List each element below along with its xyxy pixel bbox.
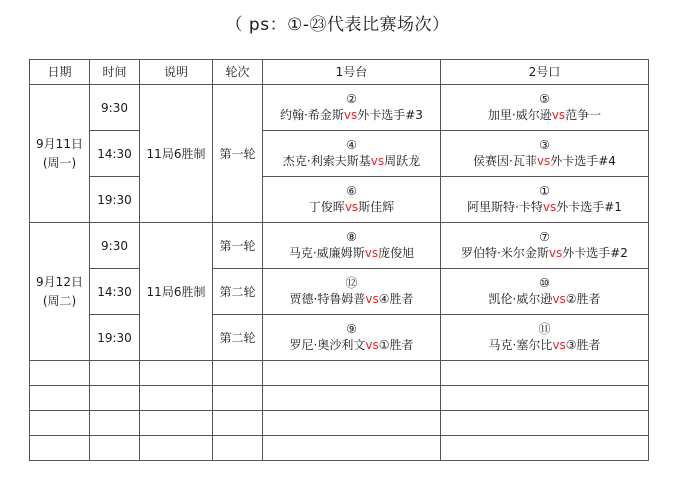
table2-match [441,85,649,131]
empty-row [30,361,649,386]
time-cell: 9:30 [90,223,140,269]
weekday-label: (周一) [42,155,77,170]
match-row [30,177,649,223]
player-1: 加里·威尔逊 [487,108,552,122]
empty-cell [441,386,649,411]
match-row [30,223,649,269]
player-2: ②胜者 [565,292,601,306]
vs-label: vs [552,292,566,306]
player-1: 侯赛因·瓦菲 [473,154,537,168]
header-row [30,60,649,85]
player-2: 外卡选手#4 [550,154,616,168]
player-1: 罗伯特·米尔金斯 [461,246,549,260]
empty-cell [90,361,140,386]
time-cell: 9:30 [90,85,140,131]
empty-cell [30,436,90,461]
player-1: 马克·威廉姆斯 [288,246,365,260]
round-cell: 第二轮 [213,315,263,361]
player-1: 杰克·利索夫斯基 [282,154,371,168]
table2-match [441,269,649,315]
player-2: ①胜者 [378,338,414,352]
vs-label: vs [548,246,563,260]
empty-cell [263,436,441,461]
vs-label: vs [536,154,551,168]
format-note: 11局6胜制 [140,85,213,223]
vs-label: vs [344,200,359,214]
time-cell: 19:30 [90,315,140,361]
vs-label: vs [542,200,557,214]
match-number: ⑩ [539,276,550,290]
empty-cell [441,361,649,386]
format-note: 11局6胜制 [140,223,213,361]
empty-cell [441,436,649,461]
empty-cell [30,361,90,386]
match-row [30,269,649,315]
table2-match [441,315,649,361]
player-2: 庞俊旭 [378,246,415,260]
vs-label: vs [370,154,385,168]
player-1: 贾德·特鲁姆普 [289,292,366,306]
empty-cell [140,386,213,411]
empty-cell [213,411,263,436]
empty-cell [213,361,263,386]
vs-label: vs [343,108,358,122]
schedule-table [29,59,649,461]
empty-cell [90,411,140,436]
match-number: ⑥ [346,184,357,198]
empty-cell [30,411,90,436]
player-2: ③胜者 [565,338,601,352]
player-1: 丁俊晖 [308,200,345,214]
player-1: 约翰·希金斯 [280,108,344,122]
table2-match [441,131,649,177]
round-cell: 第二轮 [213,269,263,315]
empty-cell [213,436,263,461]
empty-cell [90,386,140,411]
table1-match [263,131,441,177]
vs-label: vs [365,292,379,306]
table2-match [441,177,649,223]
time-cell: 19:30 [90,177,140,223]
match-number: ⑤ [539,92,550,106]
empty-cell [140,436,213,461]
player-2: 斯佳辉 [358,200,395,214]
time-cell: 14:30 [90,131,140,177]
player-1: 凯伦·威尔逊 [488,292,553,306]
header-table-2: 2号口 [441,60,649,85]
player-2: 周跃龙 [384,154,421,168]
player-1: 罗尼·奥沙利文 [289,338,366,352]
table1-match [263,85,441,131]
match-row [30,315,649,361]
weekday-label: (周二) [42,293,77,308]
match-row [30,131,649,177]
match-number: ② [346,92,357,106]
date-label: 9月12日 [36,274,83,289]
match-number: ⑫ [345,276,358,290]
empty-cell [263,411,441,436]
time-cell: 14:30 [90,269,140,315]
header-round: 轮次 [213,60,263,85]
player-1: 马克·塞尔比 [488,338,553,352]
match-number: ④ [346,138,357,152]
header-note: 说明 [140,60,213,85]
table1-match [263,269,441,315]
empty-cell [140,411,213,436]
empty-cell [213,386,263,411]
empty-cell [140,361,213,386]
date-cell [30,85,90,223]
player-2: 外卡选手#1 [556,200,622,214]
vs-label: vs [552,338,566,352]
player-1: 阿里斯特·卡特 [467,200,543,214]
empty-cell [441,411,649,436]
match-number: ⑧ [346,230,357,244]
player-2: 外卡选手#3 [357,108,423,122]
header-time: 时间 [90,60,140,85]
header-table-1: 1号台 [263,60,441,85]
match-number: ③ [539,138,550,152]
table1-match [263,223,441,269]
match-row [30,85,649,131]
empty-row [30,386,649,411]
page-title: （ ps：①-㉓代表比赛场次） [225,15,450,35]
empty-cell [263,386,441,411]
player-2: 范争一 [565,108,602,122]
match-number: ① [539,184,550,198]
table1-match [263,315,441,361]
match-number: ⑪ [538,322,551,336]
empty-cell [90,436,140,461]
empty-row [30,411,649,436]
date-label: 9月11日 [36,136,83,151]
round-cell: 第一轮 [213,223,263,269]
empty-cell [30,386,90,411]
match-number: ⑦ [539,230,550,244]
empty-row [30,436,649,461]
vs-label: vs [365,338,379,352]
header-date: 日期 [30,60,90,85]
table1-match [263,177,441,223]
date-cell [30,223,90,361]
vs-label: vs [551,108,566,122]
table2-match [441,223,649,269]
player-2: ④胜者 [378,292,414,306]
empty-cell [263,361,441,386]
match-number: ⑨ [346,322,357,336]
round-cell: 第一轮 [213,85,263,223]
player-2: 外卡选手#2 [562,246,628,260]
vs-label: vs [364,246,379,260]
